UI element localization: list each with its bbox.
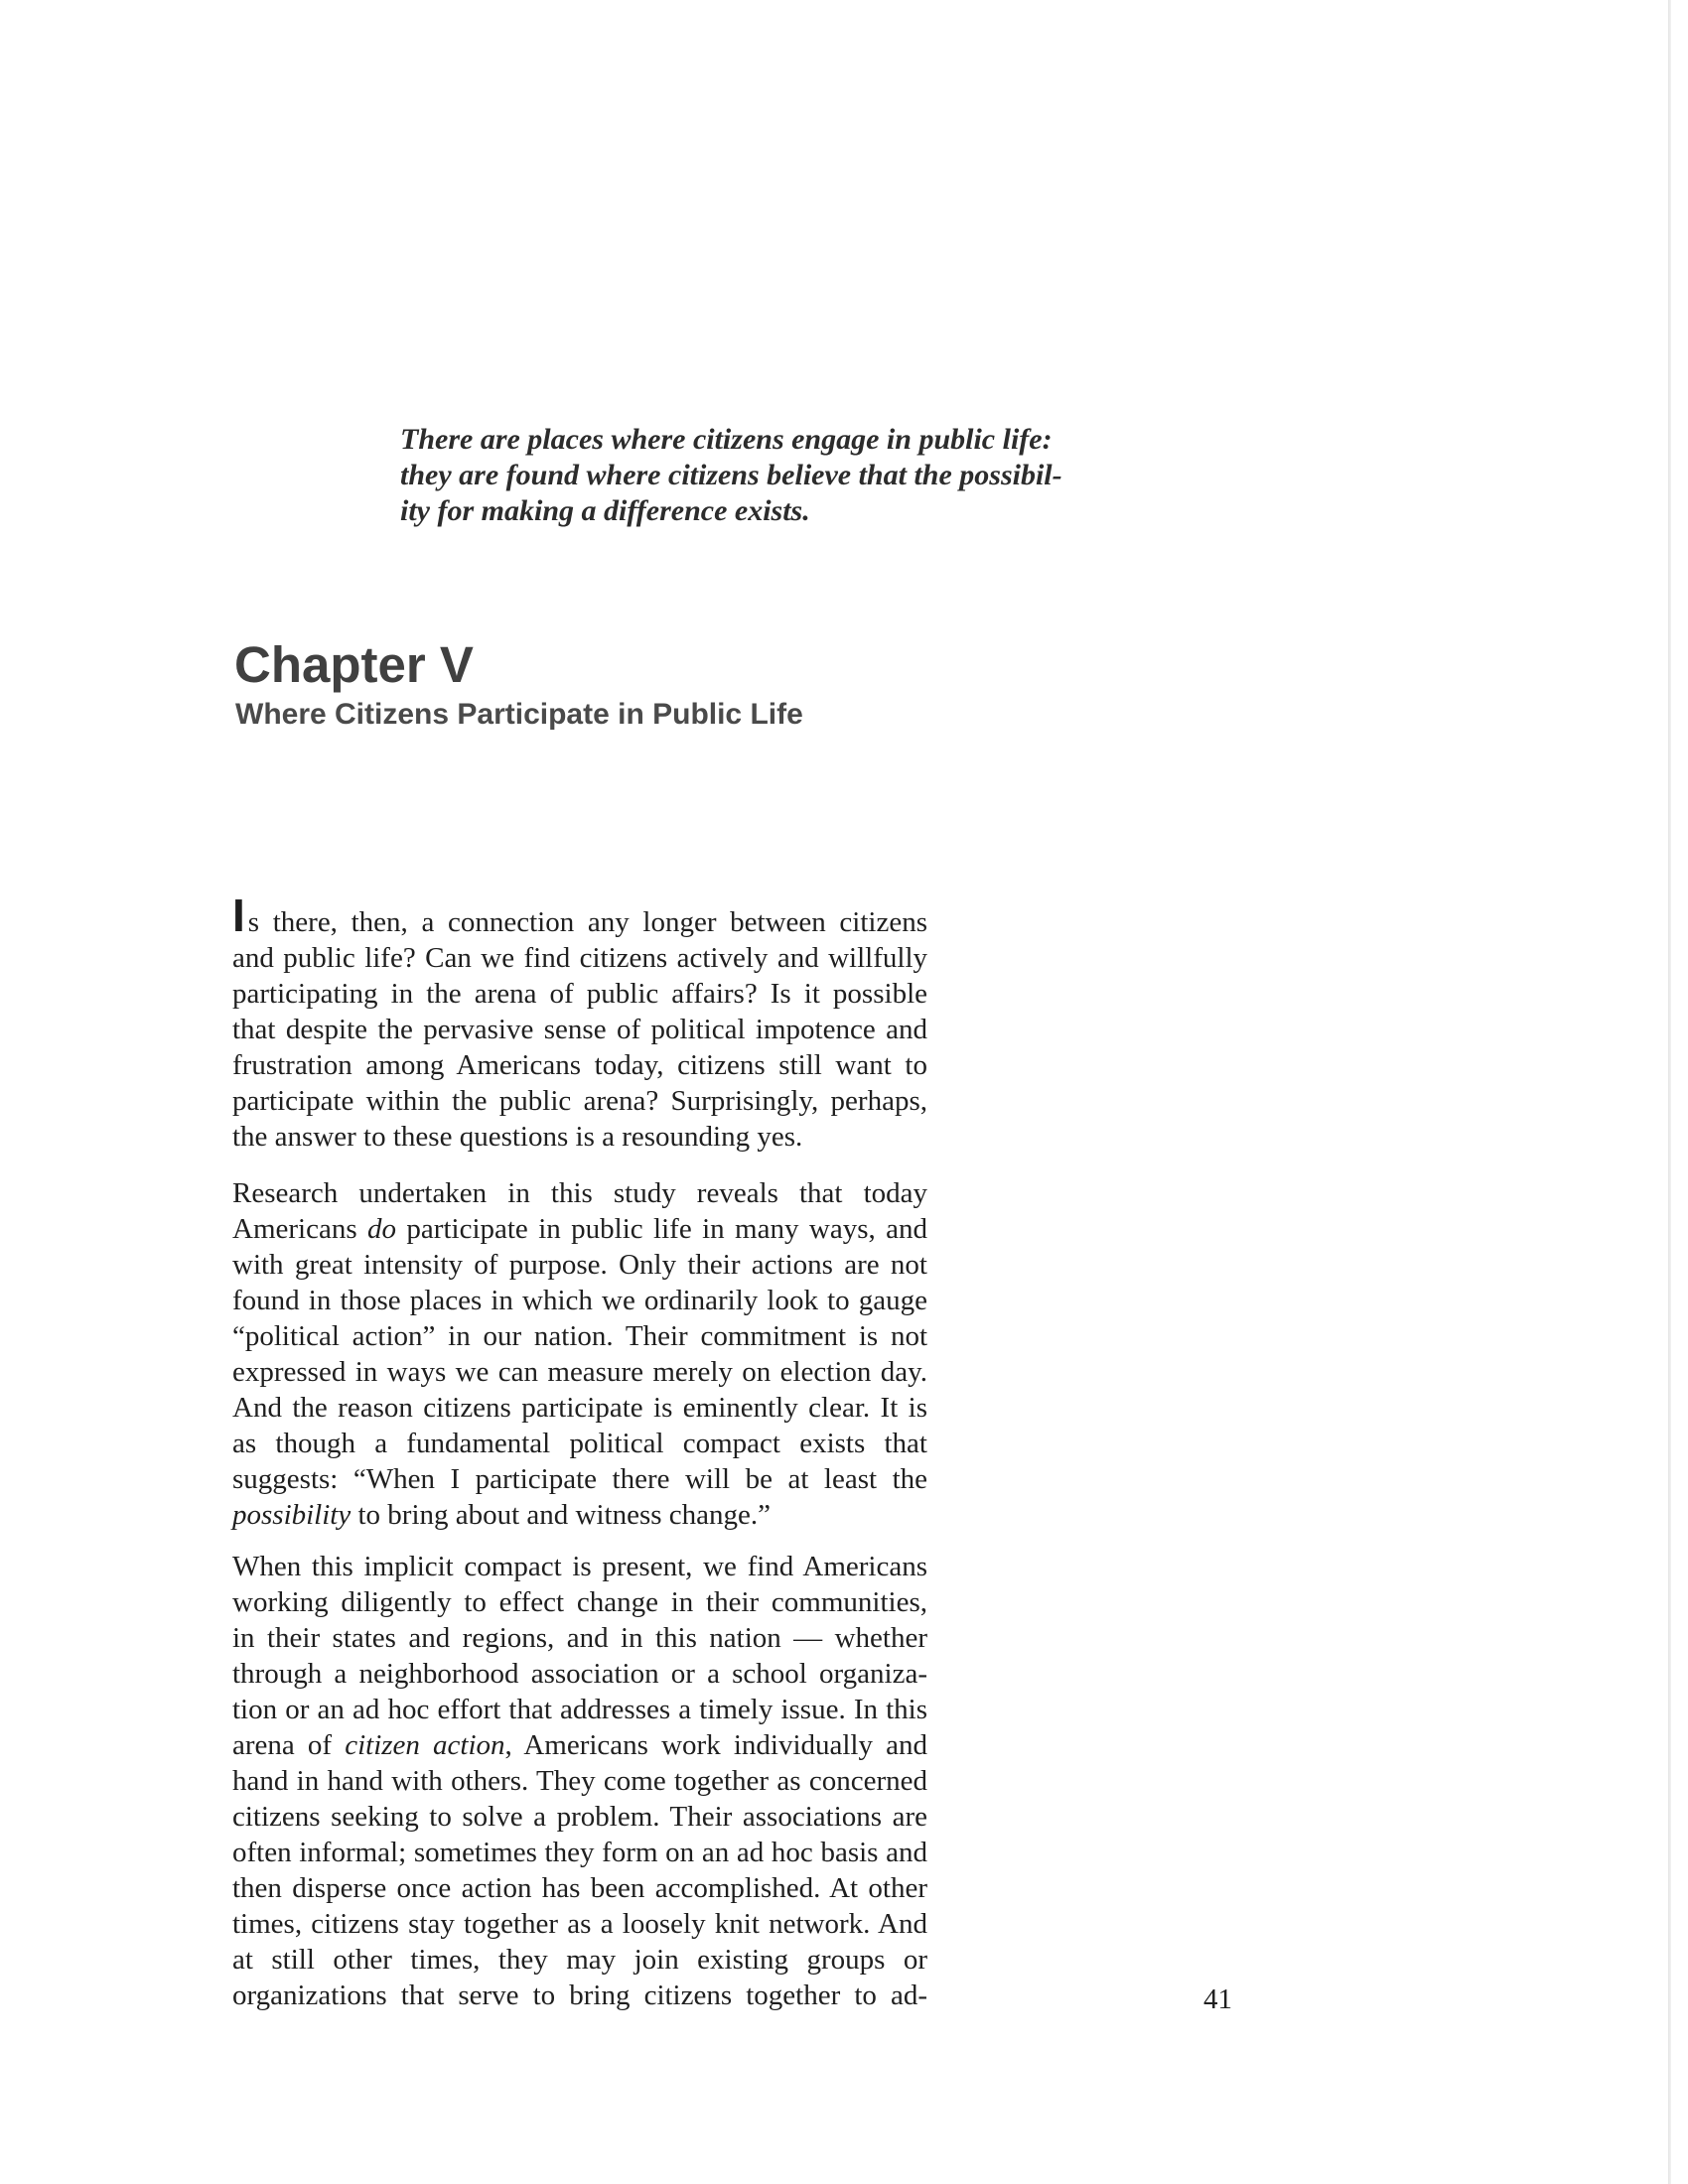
paragraph-line: in their states and regions, and in this nation — whether — [232, 1622, 927, 1654]
paragraph-line — [232, 1211, 927, 1247]
paragraph-line-text: participate in public life in many ways, and — [396, 1213, 928, 1245]
paragraph-line: tion or an ad hoc effort that addresses a timely issue. In this — [232, 1694, 927, 1725]
paragraph-line: the answer to these questions is a resounding yes. — [232, 1121, 803, 1153]
paragraph-line: frustration among Americans today, citizens still want to — [232, 1049, 927, 1081]
paragraph-line-text: , Americans work individually and — [504, 1729, 927, 1761]
page-edge-shadow — [1668, 0, 1671, 2184]
paragraph-line: that despite the pervasive sense of political impotence and — [232, 1014, 927, 1045]
chapter-title: Chapter V — [234, 636, 474, 693]
paragraph-line — [232, 1497, 927, 1533]
paragraph-line: expressed in ways we can measure merely on election day. — [232, 1356, 927, 1388]
paragraph-line: with great intensity of purpose. Only their actions are not — [232, 1249, 927, 1281]
paragraph-1 — [232, 889, 927, 1155]
paragraph-line — [232, 889, 927, 941]
paragraph-line: Research undertaken in this study reveals that today — [232, 1177, 927, 1209]
chapter-subtitle: Where Citizens Participate in Public Life — [235, 698, 803, 731]
epigraph — [400, 422, 1115, 529]
drop-cap: I — [232, 889, 245, 941]
paragraph-line: found in those places in which we ordinarily look to gauge — [232, 1285, 927, 1316]
paragraph-line: participate within the public arena? Surprisingly, perhaps, — [232, 1085, 927, 1117]
paragraph-line: suggests: “When I participate there will be at least the — [232, 1463, 927, 1495]
paragraph-line: citizens seeking to solve a problem. Their associations are — [232, 1801, 927, 1833]
paragraph-2 — [232, 1175, 927, 1533]
paragraph-line: hand in hand with others. They come together as concerned — [232, 1765, 927, 1797]
paragraph-line: organizations that serve to bring citizens together to ad- — [232, 1979, 927, 2011]
paragraph-line: And the reason citizens participate is eminently clear. It is — [232, 1392, 927, 1424]
paragraph-line: through a neighborhood association or a school organiza- — [232, 1658, 927, 1690]
paragraph-line-text: Americans — [232, 1213, 368, 1245]
paragraph-line: When this implicit compact is present, we find Americans — [232, 1551, 927, 1582]
paragraph-line-text: to bring about and witness change.” — [351, 1499, 772, 1531]
page-number: 41 — [1203, 1983, 1232, 2015]
emphasis-text: possibility — [232, 1499, 352, 1531]
paragraph-line: participating in the arena of public affairs? Is it possible — [232, 978, 927, 1010]
paragraph-line: working diligently to effect change in their communities, — [232, 1586, 927, 1618]
emphasis-text: do — [367, 1213, 397, 1245]
paragraph-line: “political action” in our nation. Their commitment is not — [232, 1320, 927, 1352]
emphasis-text: citizen action — [345, 1729, 505, 1761]
paragraph-line — [232, 1727, 927, 1763]
paragraph-3 — [232, 1549, 927, 2013]
paragraph-line: then disperse once action has been accomplished. At other — [232, 1872, 927, 1904]
epigraph-line: There are places where citizens engage in public life: — [400, 423, 1053, 456]
paragraph-line-text: s there, then, a connection any longer between citizens — [247, 906, 927, 938]
epigraph-line: ity for making a difference exists. — [400, 494, 810, 527]
epigraph-line: they are found where citizens believe that the possibil- — [400, 459, 1062, 491]
paragraph-line: and public life? Can we find citizens actively and willfully — [232, 942, 927, 974]
paragraph-line-text: arena of — [232, 1729, 346, 1761]
paragraph-line: as though a fundamental political compact exists that — [232, 1428, 927, 1459]
paragraph-line: at still other times, they may join existing groups or — [232, 1944, 927, 1976]
paragraph-line: often informal; sometimes they form on an ad hoc basis and — [232, 1837, 927, 1868]
paragraph-line: times, citizens stay together as a loosely knit network. And — [232, 1908, 927, 1940]
